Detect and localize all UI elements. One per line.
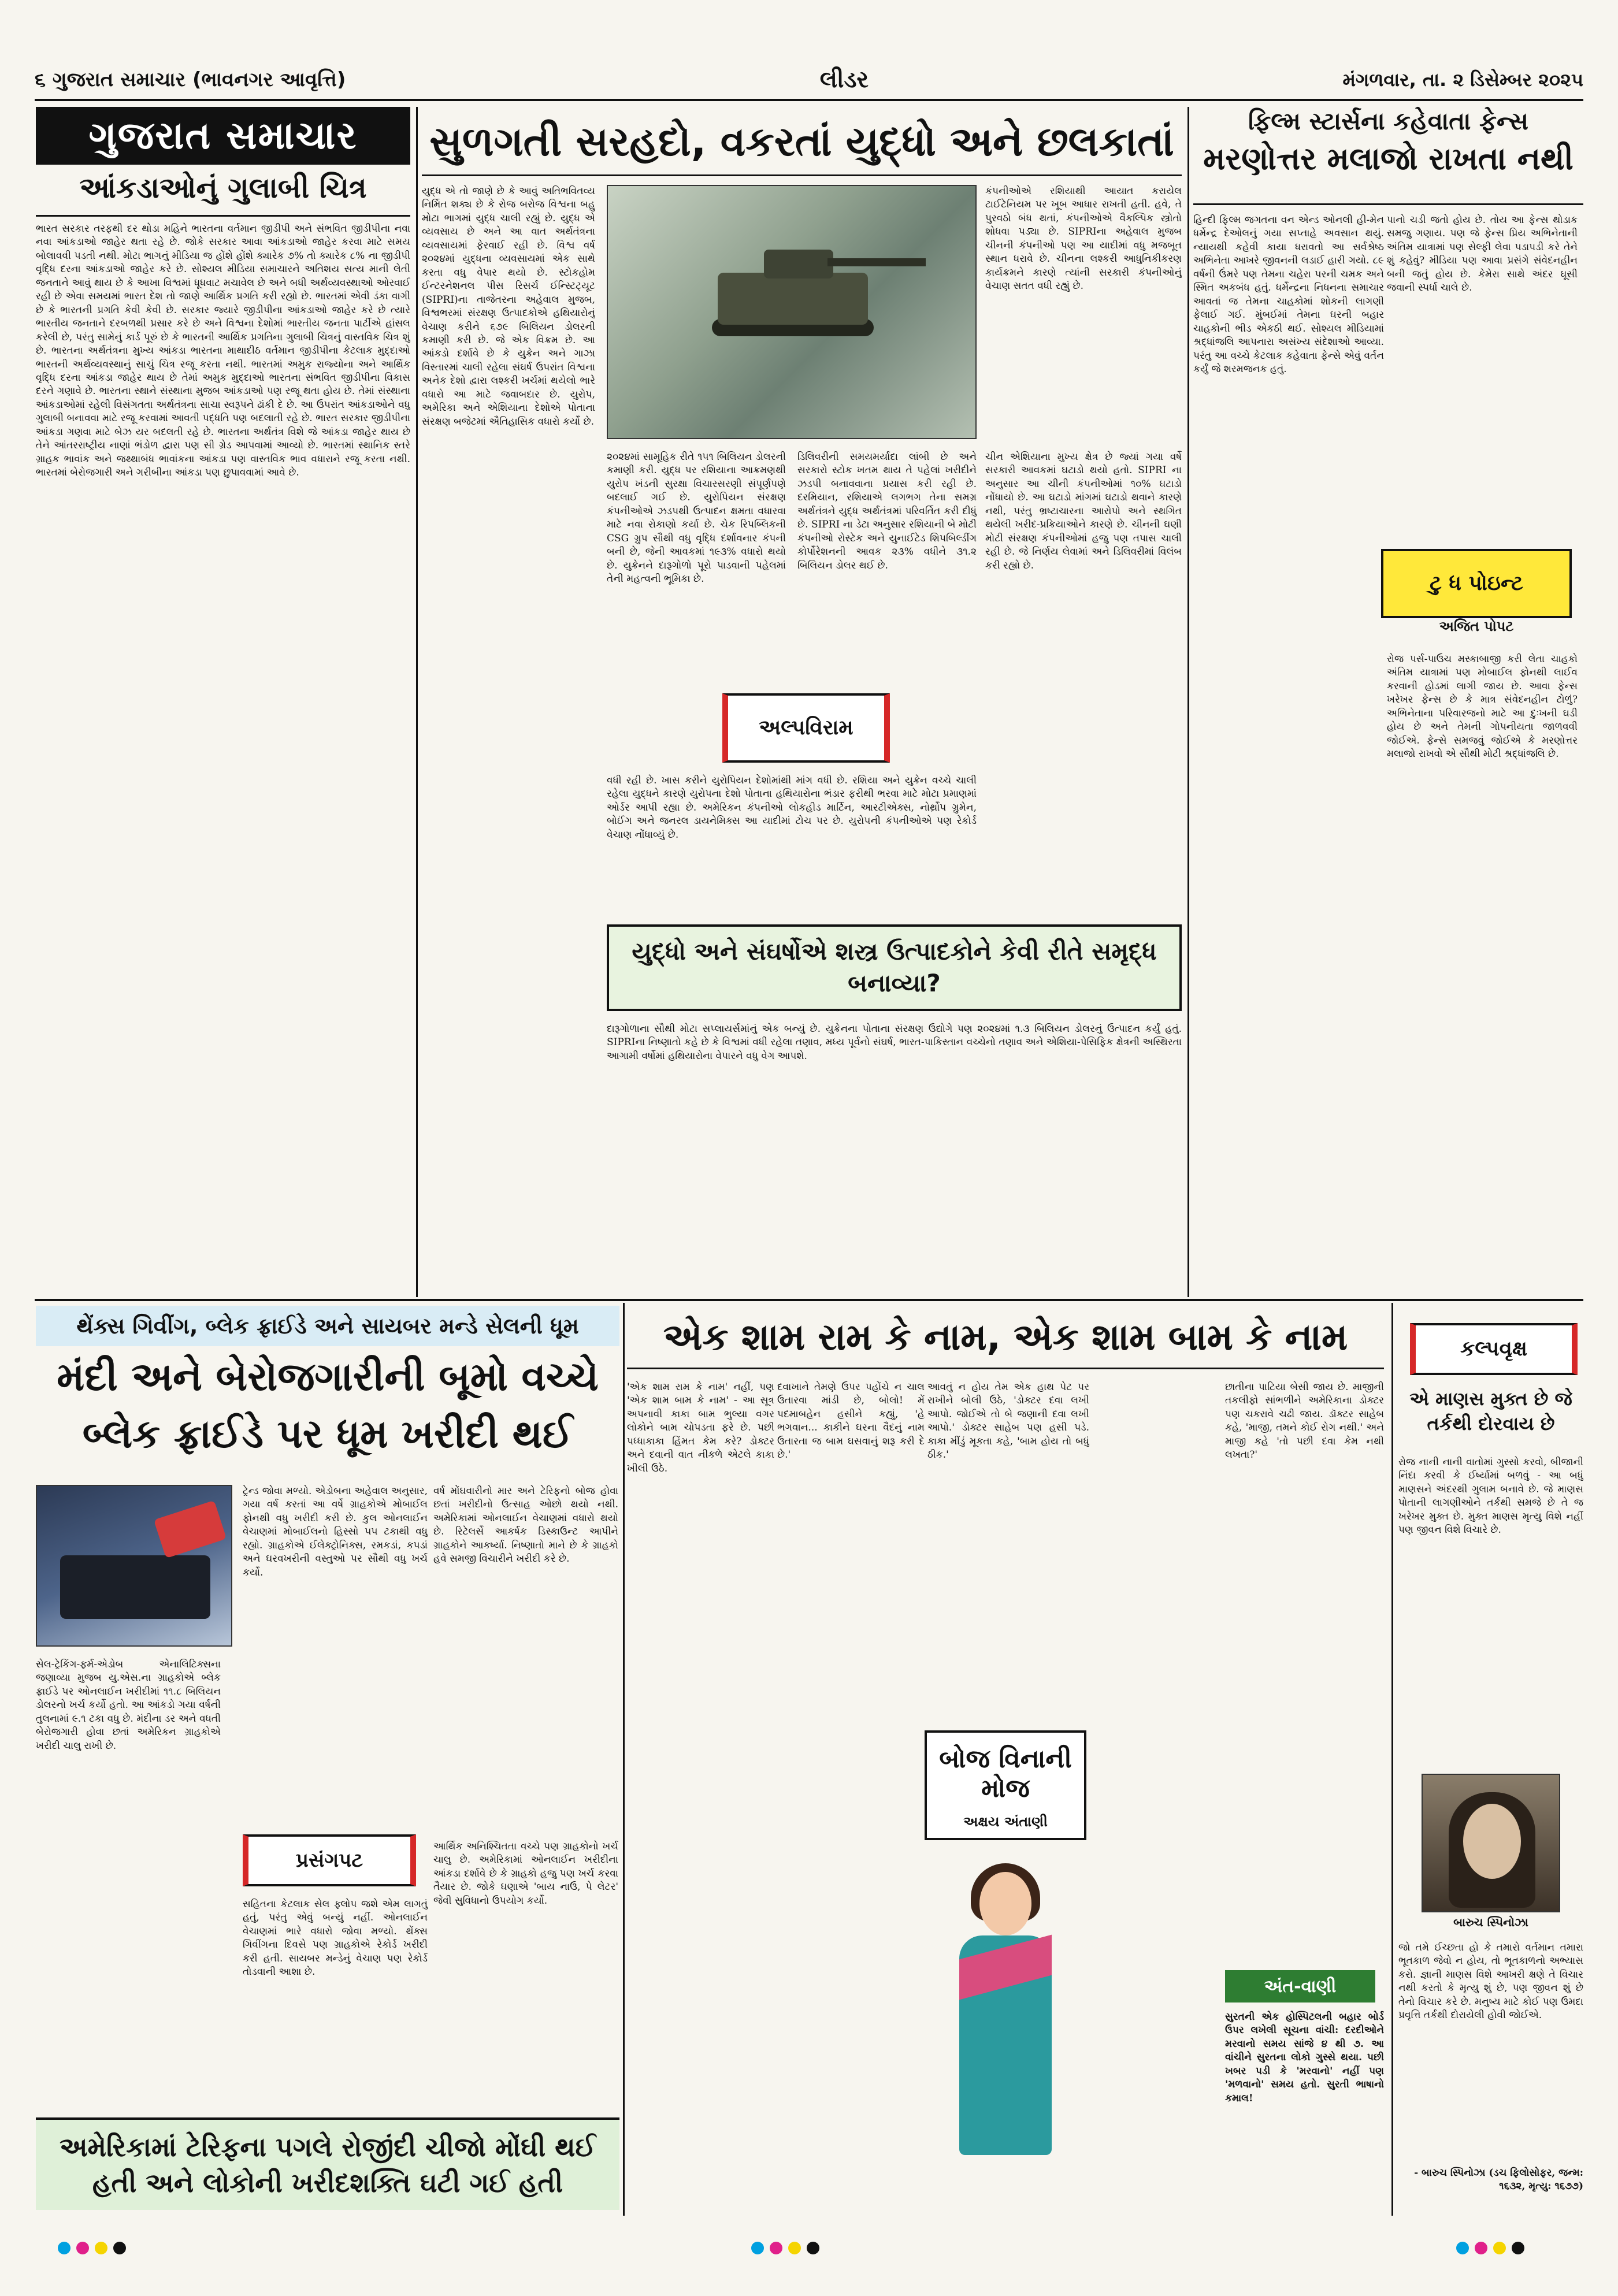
cyan-dot: [1456, 2242, 1469, 2254]
humor-column-4: છાતીના પાટિયા બેસી જાય છે. માજીની તકલીફો સાંભળીને અમેરિકાના ડોક્ટર પણ ચકરાવે ચઢી જાય. ડૉક્ટર સાહેબ કહે, 'માજી, તમને કોઈ રોગ નથી.' અને માજી કહે 'તો પછી દવા કેમ નથી લખતા?': [1225, 1381, 1384, 1461]
blackfriday-column-4: સહિતના કેટલાક સેલ ફ્લોપ જશે એમ લાગતું હતું, પરંતુ એવું બન્યું નહીં. ઓનલાઈન વેચાણમાં ભારે વધારો જોવા મળ્યો. થેંક્સ ગિવીંગના દિવસે પણ ગ્રાહકોએ રેકોર્ડ ખરીદી કરી હતી. સાયબર મન્ડેનું વેચાણ પણ રેકોર્ડ તોડવાની આશા છે.: [243, 1899, 428, 1978]
film-headline-line1: ફિલ્મ સ્ટાર્સના કહેવાતા ફેન્સ: [1248, 107, 1529, 135]
prasangpat-label: પ્રસંગપટ: [243, 1834, 416, 1886]
tank-turret: [764, 250, 833, 278]
blackfriday-column-3: વર્ષ મોંઘવારીનો માર અને ટેરિફનો બોજ હોવા છતાં ખરીદીનો ઉત્સાહ ઓછો થયો નથી. અમેરિકામાં ઓનલાઈન વેચાણમાં વધારો થયો છે. રિટેલર્સે આકર્ષક ડિસ્કાઉન્ટ આપીને ગ્રાહકોને આકર્ષ્યા. નિષ્ણાતો માને છે કે ગ્રાહકો હવે સમજી વિચારીને ખરીદી કરે છે.: [433, 1485, 618, 1565]
lead-column-1: યુદ્ધ એ તો જાણે છે કે આવું અતિભવિતવ્ય નિર્મિત શક્ય છે કે રોજ બરોજ વિશ્વના બહુ મોટા ભાગમાં યુદ્ધ ચાલી રહ્યું છે. યુદ્ધ એ વ્યવસાય છે અને આ વાત અર્થતંત્રના વ્યવસાયમાં ફેરવાઈ રહી છે. વિશ્વ વર્ષ ૨૦૨૪માં યુદ્ધના વ્યવસાયમાં એક સાથે કરતા વધુ વેપાર થયો છે. સ્ટોકહોમ ઈન્ટરનેશનલ પીસ રિસર્ચ ઈન્સ્ટિટ્યૂટ (SIPRI)ના તાજેતરના અહેવાલ મુજબ, વિશ્વભરમાં સંરક્ષણ ઉત્પાદકોએ હથિયારોનું વેચાણ કરીને ૬૭૯ બિલિયન ડોલરની કમાણી કરી છે. જે એક વિક્રમ છે. આ આંકડો દર્શાવે છે કે યુક્રેન અને ગાઝા વિસ્તારમાં ચાલી રહેલા સંઘર્ષ ઉપરાંત વિશ્વના અનેક દેશો દ્વારા લશ્કરી ખર્ચમાં થયેલો ભારે વધારો આ માટે જવાબદાર છે. યુરોપ, અમેરિકા અને એશિયાના દેશોએ પોતાના સંરક્ષણ બજેટમાં ઐતિહાસિક વધારો કર્યો છે.: [422, 185, 595, 428]
column-divider: [1391, 1303, 1393, 2216]
kalpvruksh-column-2: જો તમે ઈચ્છતા હો કે તમારો વર્તમાન તમારા ભૂતકાળ જેવો ન હોય, તો ભૂતકાળનો અભ્યાસ કરો. જ્ઞાની માણસ વિશે આખરી ક્ષણે તે વિચાર નથી કરતો કે મૃત્યુ શું છે, પણ જીવન શું છે તેનો વિચાર કરે છે. મનુષ્ય માટે કોઈ પણ ઉમદા પ્રવૃત્તિ તર્કથી દોરાયેલી હોવી જોઈએ.: [1398, 1942, 1583, 2022]
film-byline: અજિત પોપટ: [1439, 618, 1514, 634]
head-shape: [979, 1872, 1031, 1935]
quote-credit: - બારુચ સ્પિનોઝા (ડચ ફિલોસોફર, જન્મ: ૧૬૩૨, મૃત્યુ: ૧૬૭૭): [1414, 2167, 1583, 2193]
humor-headline: એક શામ રામ કે નામ, એક શામ બામ કે નામ: [627, 1306, 1384, 1369]
portrait-caption: બારુચ સ્પિનોઝા: [1453, 1915, 1528, 1929]
page-number-edition: ૬ ગુજરાત સમાચાર (ભાવનગર આવૃત્તિ): [35, 68, 346, 91]
registration-marks: [58, 2242, 126, 2256]
film-headline-line2: મરણોત્તર મલાજો રાખતા નથી: [1203, 140, 1574, 177]
editorial-body: ભારત સરકાર તરફથી દર થોડા મહિને ભારતના વર્તમાન જીડીપી અને સંભવિત જીડીપીના નવા નવા આંકડાઓ જાહેર થતા રહે છે. જોકે સરકાર આવા આંકડાઓ જાહેર કરવા માટે સમય બોલાવવી પડતી નથી. મોટા ભાગનું મીડિયા જ હોંશે હોંશે ક્યારેક ૭% તો ક્યારેક ૮% ના જીડીપી વૃદ્ધિ દરના આંકડાઓ જાહેર કરે છે. સોશ્યલ મીડિયા સમાચારને અતિશય સત્ય માની લેતી જનતાને આવું થાય છે કે આખા વિશ્વમાં ધૂધવાટ મચાવેલ છે અને બધી અર્થવ્યવસ્થાઓ ઓરવાઈ રહી છે એવા સમયમાં ભારત દેશ તો જાણે આર્થિક પ્રગતિ કરી રહ્યો છે. ભારતમાં એવી ડંકા વાગી છે કે ભારતની પ્રગતિ કેવી કેવી છે. સરકાર જ્યારે જીડીપીના આંકડાઓ જાહેર કરે છે ત્યારે ભારતીય જનતાને દરબળથી પ્રસાર કરે છે અને વિશ્વના દેશોમાં ભારતીય જનતા પાર્ટીએ હાંસલ કરેલી છે, પરંતુ સામેનું કાર્ડ પૂરું છે કે ભારતની આર્થિક પ્રગતિના ગુલાબી ચિત્રનું વાસ્તવિક ચિત્ર શું છે. ભારતના અર્થતંત્રના મુખ્ય આંકડા ભારતના માથાદીઠ વર્તમાન જીડીપીના કેટલાક મુદ્દાઓ ભારતની અર્થવ્યવસ્થાનું સાચું ચિત્ર રજૂ કરતા નથી. ભારતમાં અમુક રાજ્યોના અને આર્થિક વૃદ્ધિ દરના આંકડા જાહેર થાય છે તેમાં અમુક મુદ્દાઓ ભારતના સંભવિત જીડીપીના વિકાસ દરને ગણાવે છે. ભારતના સ્થાને સંસ્થાના મુજબ આંકડાઓ પણ રજૂ થતા હોય છે. તેમાં સંસ્થાના આંકડાઓમાં રહેલી વિસંગતતા અર્થતંત્રના સાચા સ્વરૂપને ઢાંકી દે છે. આ ઉપરાંત આંકડાઓને વધુ ગુલાબી બનાવવા માટે રજૂ કરવામાં આવતી પદ્ધતિ પણ બદલાતી રહે છે. ભારત સરકાર જીડીપીના આંકડા ગણવા માટે બેઝ યર બદલતી રહે છે. ભારતના અર્થતંત્ર વિશે જે આંકડા જાહેર થાય છે તેને આંતરરાષ્ટ્રીય નાણાં ભંડોળ દ્વારા પણ સી ગ્રેડ આપવામાં આવ્યો છે. ભારતમાં સ્થાનિક સ્તરે ગ્રાહક ભાવાંક અને જથ્થાબંધ ભાવાંકના આંકડા પણ વાસ્તવિક ભાવ વધારાને રજૂ કરતા નથી. ભારતમાં બેરોજગારી અને ગરીબીના આંકડા પણ છુપાવવામાં આવે છે.: [36, 223, 410, 479]
kalpvruksh-subhead: એ માણસ મુક્ત છે જે તર્કથી દોરવાય છે: [1409, 1388, 1572, 1435]
humor-column-1: 'એક શામ રામ કે નામ' નહીં, પણ 'એક શામ બામ કે નામ' - આ સૂત્ર અપનાવી કાકા બામ ભુલ્યા વગર લોકોને બામ ચોપડતા ફરે છે. પછી પધ્ધાકાકા હિંમત કેમ કરે? ડોક્ટર અને દવાની વાત નીકળે એટલે કાકા ખીલી ઉઠે.: [627, 1381, 774, 1474]
black-dot: [807, 2242, 819, 2254]
column-divider: [623, 1303, 625, 2216]
tank-body: [718, 273, 868, 325]
keyboard-shopping-image: [36, 1485, 232, 1647]
kalpvruksh-column-1: રોજ નાની નાની વાતોમાં ગુસ્સો કરવો, બીજાની નિંદા કરવી કે ઈર્ષ્યામાં બળવું - આ બધું માણસને અંદરથી ગુલામ બનાવે છે. જે માણસ પોતાની લાગણીઓને તર્કથી સમજે છે તે જ ખરેખર મુક્ત છે. મુક્ત માણસ મૃત્યુ વિશે નહીં પણ જીવન વિશે વિચારે છે.: [1398, 1457, 1583, 1536]
section-divider: [35, 1299, 1583, 1301]
yellow-dot: [1493, 2242, 1506, 2254]
lead-question-box: યુદ્ધો અને સંઘર્ષોએ શસ્ત્ર ઉત્પાદકોને કેવી રીતે સમૃદ્ધ બનાવ્યા?: [607, 924, 1182, 1011]
section-title: લીડર: [819, 66, 869, 93]
black-dot: [1512, 2242, 1524, 2254]
humor-column-2: દવાખાને તેમણે ઉપર પહોંચે ન ચાલ ઉતારવા માંડી છે, બોલો! મેં પદમાબહેન હસીને કહ્યું, 'હે ભગવાન... કાકીને ઘરના વૈદનું નામ ઉતારતા જ બામ ઘસવાનું શરૂ કરી દે છે.': [777, 1381, 925, 1461]
column-divider: [416, 107, 418, 1297]
spinoza-portrait: [1422, 1774, 1560, 1912]
lead-column-4: ચીન એશિયાના મુખ્ય ક્ષેત્ર છે જ્યાં ગયા વર્ષે સરકારી આવકમાં ઘટાડો થયો હતો. SIPRI ના અનુસાર આ ચીની કંપનીઓમાં ૧૦% ઘટાડો નોંધાયો છે. આ ઘટાડો માંગમાં ઘટાડો થવાને કારણે નથી, પરંતુ ભ્રષ્ટાચારના આરોપો અને સ્થગિત થયેલી ખરીદ-પ્રક્રિયાઓને કારણે છે. ચીનની ઘણી મોટી સંરક્ષણ કંપનીઓમાં હજુ પણ તપાસ ચાલી રહી છે. જે નિર્ણય લેવામાં અને ડિલિવરીમાં વિલંબ કરી રહ્યો છે.: [985, 451, 1182, 571]
blackfriday-column-5: આર્થિક અનિશ્ચિતતા વચ્ચે પણ ગ્રાહકોનો ખર્ચ ચાલુ છે. અમેરિકામાં ઓનલાઈન ખરીદીના આંકડા દર્શાવે છે કે ગ્રાહકો હજુ પણ ખર્ચ કરવા તૈયાર છે. જોકે ઘણાએ 'બાય નાઉ, પે લેટર' જેવી સુવિધાનો ઉપયોગ કર્યો.: [433, 1841, 618, 1907]
antvani-text: સુરતની એક હોસ્પિટલની બહાર બોર્ડ ઉપર લખેલી સૂચના વાંચી: દરદીઓને મરવાનો સમય સાંજે ૪ થી ૭. આ વાંચીને સુરતના લોકો ગુસ્સે થયા. પછી ખબર પડી કે 'મરવાનો' નહીં પણ 'મળવાનો' સમય હતો. સુરતી ભાષાનો કમાલ!: [1225, 2011, 1384, 2104]
lead-column-6: ડિલિવરીની સમયમર્યાદા લાંબી છે અને સરકારો સ્ટોક ખતમ થાય તે પહેલાં ખરીદીને ઝડપી બનાવવાના પ્રયાસ કરી રહી છે. દરમિયાન, રશિયાએ લગભગ તેના સમગ્ર અર્થતંત્રને યુદ્ધ અર્થતંત્રમાં પરિવર્તિત કરી દીધું છે. SIPRI ના ડેટા અનુસાર રશિયાની બે મોટી કંપનીઓ રોસ્ટેક અને યુનાઈટેડ શિપબિલ્ડીંગ કોર્પોરેશનની આવક ૨૩% વધીને ૩૧.૨ બિલિયન ડોલર થઈ છે.: [797, 451, 977, 571]
kalpvruksh-label: કલ્પવૃક્ષ: [1410, 1323, 1578, 1375]
lead-headline: સુળગતી સરહદો, વકરતાં યુદ્ધો અને છલકાતાં: [422, 107, 1182, 176]
registration-marks: [751, 2242, 819, 2256]
yellow-dot: [788, 2242, 801, 2254]
to-the-point-tag: ટુ ધ પોઇન્ટ: [1381, 549, 1572, 618]
boj-title: બોજ વિનાની મોજ: [939, 1744, 1072, 1803]
alpviram-label: અલ્પવિરામ: [722, 693, 890, 763]
blackfriday-headline: મંદી અને બેરોજગારીની બૂમો વચ્ચે બ્લેક ફ્રાઈડે પર ધૂમ ખરીદી થઈ: [57, 1354, 599, 1457]
lead-column-3: કંપનીઓએ રશિયાથી આયાત કરાયેલ ટાઈટેનિયમ પર ખૂબ આધાર રાખતી હતી. હવે, તે પુરવઠો બંધ થતાં, કંપનીઓએ વૈકલ્પિક સ્ત્રોતો શોધવા પડ્યા છે. SIPRIના અહેવાલ મુજબ ચીનની કંપનીઓ પણ આ યાદીમાં વધુ મજબૂત સ્થાન ધરાવે છે. ચીનના લશ્કરી આધુનિકીકરણ કાર્યક્રમને કારણે ત્યાંની સરકારી કંપનીઓનું વેચાણ સતત વધી રહ્યું છે.: [985, 185, 1182, 292]
issue-date: મંગળવાર, તા. ૨ ડિસેમ્બર ૨૦૨૫: [1342, 68, 1583, 91]
lead-column-2: વધી રહી છે. ખાસ કરીને યુરોપિયન દેશોમાંથી માંગ વધી છે. રશિયા અને યુક્રેન વચ્ચે ચાલી રહેલા યુદ્ધને કારણે યુરોપના દેશો પોતાના હથિયારોના ભંડાર ફરીથી ભરવા માટે મોટા પ્રમાણમાં ઓર્ડર આપી રહ્યા છે. અમેરિકન કંપનીઓ લોકહીડ માર્ટિન, આરટીએક્સ, નોર્થ્રોપ ગ્રુમેન, બોઈંગ અને જનરલ ડાયનેમિક્સ આ યાદીમાં ટોચ પર છે. યુરોપની કંપનીઓએ પણ રેકોર્ડ વેચાણ નોંધાવ્યું છે.: [607, 775, 977, 841]
boj-byline: અક્ષય અંતાણી: [963, 1814, 1048, 1830]
cyan-dot: [58, 2242, 70, 2254]
blackfriday-kicker: થેંક્સ ગિવીંગ, બ્લેક ફ્રાઈડે અને સાયબર મન્ડે સેલની ધૂમ: [36, 1306, 619, 1346]
magenta-dot: [770, 2242, 782, 2254]
portrait-face: [1463, 1804, 1521, 1879]
magenta-dot: [1475, 2242, 1487, 2254]
lead-column-5: ૨૦૨૪માં સામૂહિક રીતે ૧૫૧ બિલિયન ડોલરની કમાણી કરી. યુદ્ધ પર રશિયાના આક્રમણથી યુરોપ ખંડની સુરક્ષા વિચારસરણી સંપૂર્ણપણે બદલાઈ ગઈ છે. યુરોપિયન સંરક્ષણ કંપનીઓએ ઝડપથી ઉત્પાદન ક્ષમતા વધારવા માટે નવા રોકાણો કર્યા છે. ચેક રિપબ્લિકની CSG ગ્રુપ સૌથી વધુ વૃદ્ધિ દર્શાવનાર કંપની બની છે, જેની આવકમાં ૧૯૩% વધારો થયો છે. યુક્રેનને દારૂગોળો પૂરો પાડવાની પહેલમાં તેની મહત્વની ભૂમિકા છે.: [607, 451, 786, 585]
tank-gun: [827, 258, 926, 266]
page-header: [35, 61, 1583, 101]
registration-marks: [1456, 2242, 1524, 2256]
cyan-dot: [751, 2242, 764, 2254]
lead-bottom-text: દારૂગોળાના સૌથી મોટા સપ્લાયર્સમાંનું એક બન્યું છે. યુક્રેનના પોતાના સંરક્ષણ ઉદ્યોગે પણ ૨૦૨૪માં ૧.૩ બિલિયન ડોલરનું ઉત્પાદન કર્યું હતું. SIPRIના નિષ્ણાતો કહે છે કે વિશ્વમાં વધી રહેલા તણાવ, મધ્ય પૂર્વનો સંઘર્ષ, ભારત-પાકિસ્તાન વચ્ચેનો તણાવ અને એશિયા-પેસિફિક ક્ષેત્રની અસ્થિરતા આગામી વર્ષોમાં હથિયારોના વેપારને વધુ વેગ આપશે.: [607, 1023, 1182, 1062]
black-dot: [113, 2242, 126, 2254]
blackfriday-bottom-deck: અમેરિકામાં ટેરિફના પગલે રોજીંદી ચીજો મોંઘી થઈ હતી અને લોકોની ખરીદશક્તિ ઘટી ગઈ હતી: [36, 2117, 619, 2210]
woman-in-sari-illustration: [925, 1849, 1086, 2172]
column-divider: [1187, 107, 1189, 1297]
keyboard-shape: [60, 1555, 210, 1619]
antvani-label: અંત-વાણી: [1225, 1970, 1375, 2003]
editorial-masthead: ગુજરાત સમાચાર: [36, 107, 410, 165]
blackfriday-column-2: ટ્રેન્ડ જોવા મળ્યો. એડોબના અહેવાલ અનુસાર, ગયા વર્ષ કરતાં આ વર્ષે ગ્રાહકોએ મોબાઈલ ફોનથી વધુ ખરીદી કરી છે. કુલ ઓનલાઈન વેચાણમાં મોબાઈલનો હિસ્સો ૫૫ ટકાથી વધુ રહ્યો. ગ્રાહકોએ ઈલેક્ટ્રોનિક્સ, રમકડાં, કપડાં અને ઘરવખરીની વસ્તુઓ પર સૌથી વધુ ખર્ચ કર્યો.: [243, 1485, 428, 1578]
editorial-headline: આંકડાઓનું ગુલાબી ચિત્ર: [36, 170, 410, 217]
film-column-2: પાનો ચડી જતો હોય છે. તોય આ ફેન્સ થોડાક સમજુ ગણાય. પણ જે ફેન્સ પ્રિય અભિનેતાની અંતિમ યાત્રામાં પણ સેલ્ફી લેવા પડાપડી કરે તેને શું કહેવું? મીડિયા પણ આવા પ્રસંગે સંવેદનહીન બની જતું હોય છે. કેમેરા સાથે અંદર ઘૂસી જવાની સ્પર્ધા ચાલે છે.: [1387, 214, 1578, 294]
blackfriday-column-1: સેલ-ટ્રેકિંગ-ફર્મ-એડોબ એનાલિટિક્સના જણાવ્યા મુજબ યુ.એસ.ના ગ્રાહકોએ બ્લેક ફ્રાઈડે પર ઓનલાઈન ખરીદીમાં ૧૧.૮ બિલિયન ડોલરનો ખર્ચ કર્યો હતો. આ આંકડો ગયા વર્ષની તુલનામાં ૯.૧ ટકા વધુ છે. મંદીના ડર અને વધતી બેરોજગારી હોવા છતાં અમેરિકન ગ્રાહકોએ ખરીદી ચાલુ રાખી છે.: [36, 1659, 221, 1752]
tank-on-currency-image: [607, 185, 977, 439]
credit-card-shape: [154, 1500, 227, 1559]
boj-vinani-moj-box: [925, 1730, 1086, 1840]
yellow-dot: [95, 2242, 107, 2254]
film-headline: [1193, 107, 1583, 205]
magenta-dot: [76, 2242, 89, 2254]
film-column-1: હિન્દી ફિલ્મ જગતના વન એન્ડ ઓનલી હી-મેન ધર્મેન્દ્ર દેઓલનું ગયા સપ્તાહે અવસાન થયું. ન્યાયથી કહેવી કાયા ધરાવતો આ સર્વશ્રેષ્ઠ અભિનેતા આખરે જીવનની લડાઈ હારી ગયો. ૮૯ વર્ષની ઉંમરે પણ તેમના ચહેરા પરની ચમક અને સ્મિત અકબંધ હતું. ધર્મેન્દ્રના નિધનના સમાચાર આવતાં જ તેમના ચાહકોમાં શોકની લાગણી ફેલાઈ ગઈ. મુંબઈમાં તેમના ઘરની બહાર ચાહકોની ભીડ એકઠી થઈ. સોશ્યલ મીડિયામાં શ્રદ્ધાંજલિ આપનારા અસંખ્ય સંદેશાઓ આવ્યા. પરંતુ આ વચ્ચે કેટલાક કહેવાતા ફેન્સે એવું વર્તન કર્યું જે શરમજનક હતું.: [1193, 214, 1384, 375]
humor-column-3: આવતું ન હોય તેમ એક હાથ પેટ પર રાખીને બોલી ઉઠે, 'ડોક્ટર દવા લખી આપો. જોઈએ તો બે જણાની દવા લખી આપો.' ડોક્ટર સાહેબ પણ હસી પડે. કાકા મીંડું મૂકતા કહે, 'બામ હોય તો બધું ઠીક.': [927, 1381, 1089, 1461]
film-column-3: રોજ પર્સ-પાઉચ મસ્કાબાજી કરી લેતા ચાહકો અંતિમ યાત્રામાં પણ મોબાઈલ ફોનથી લાઈવ કરવાની હોડમાં લાગી જાય છે. આવા ફેન્સ ખરેખર ફેન્સ છે કે માત્ર સંવેદનહીન ટોળું? અભિનેતાના પરિવારજનો માટે આ દુઃખની ઘડી હોય છે અને તેમની ગોપનીયતા જાળવવી જોઈએ. ફેન્સે સમજવું જોઈએ કે મરણોત્તર મલાજો રાખવો એ સૌથી મોટી શ્રદ્ધાંજલિ છે.: [1387, 653, 1578, 760]
